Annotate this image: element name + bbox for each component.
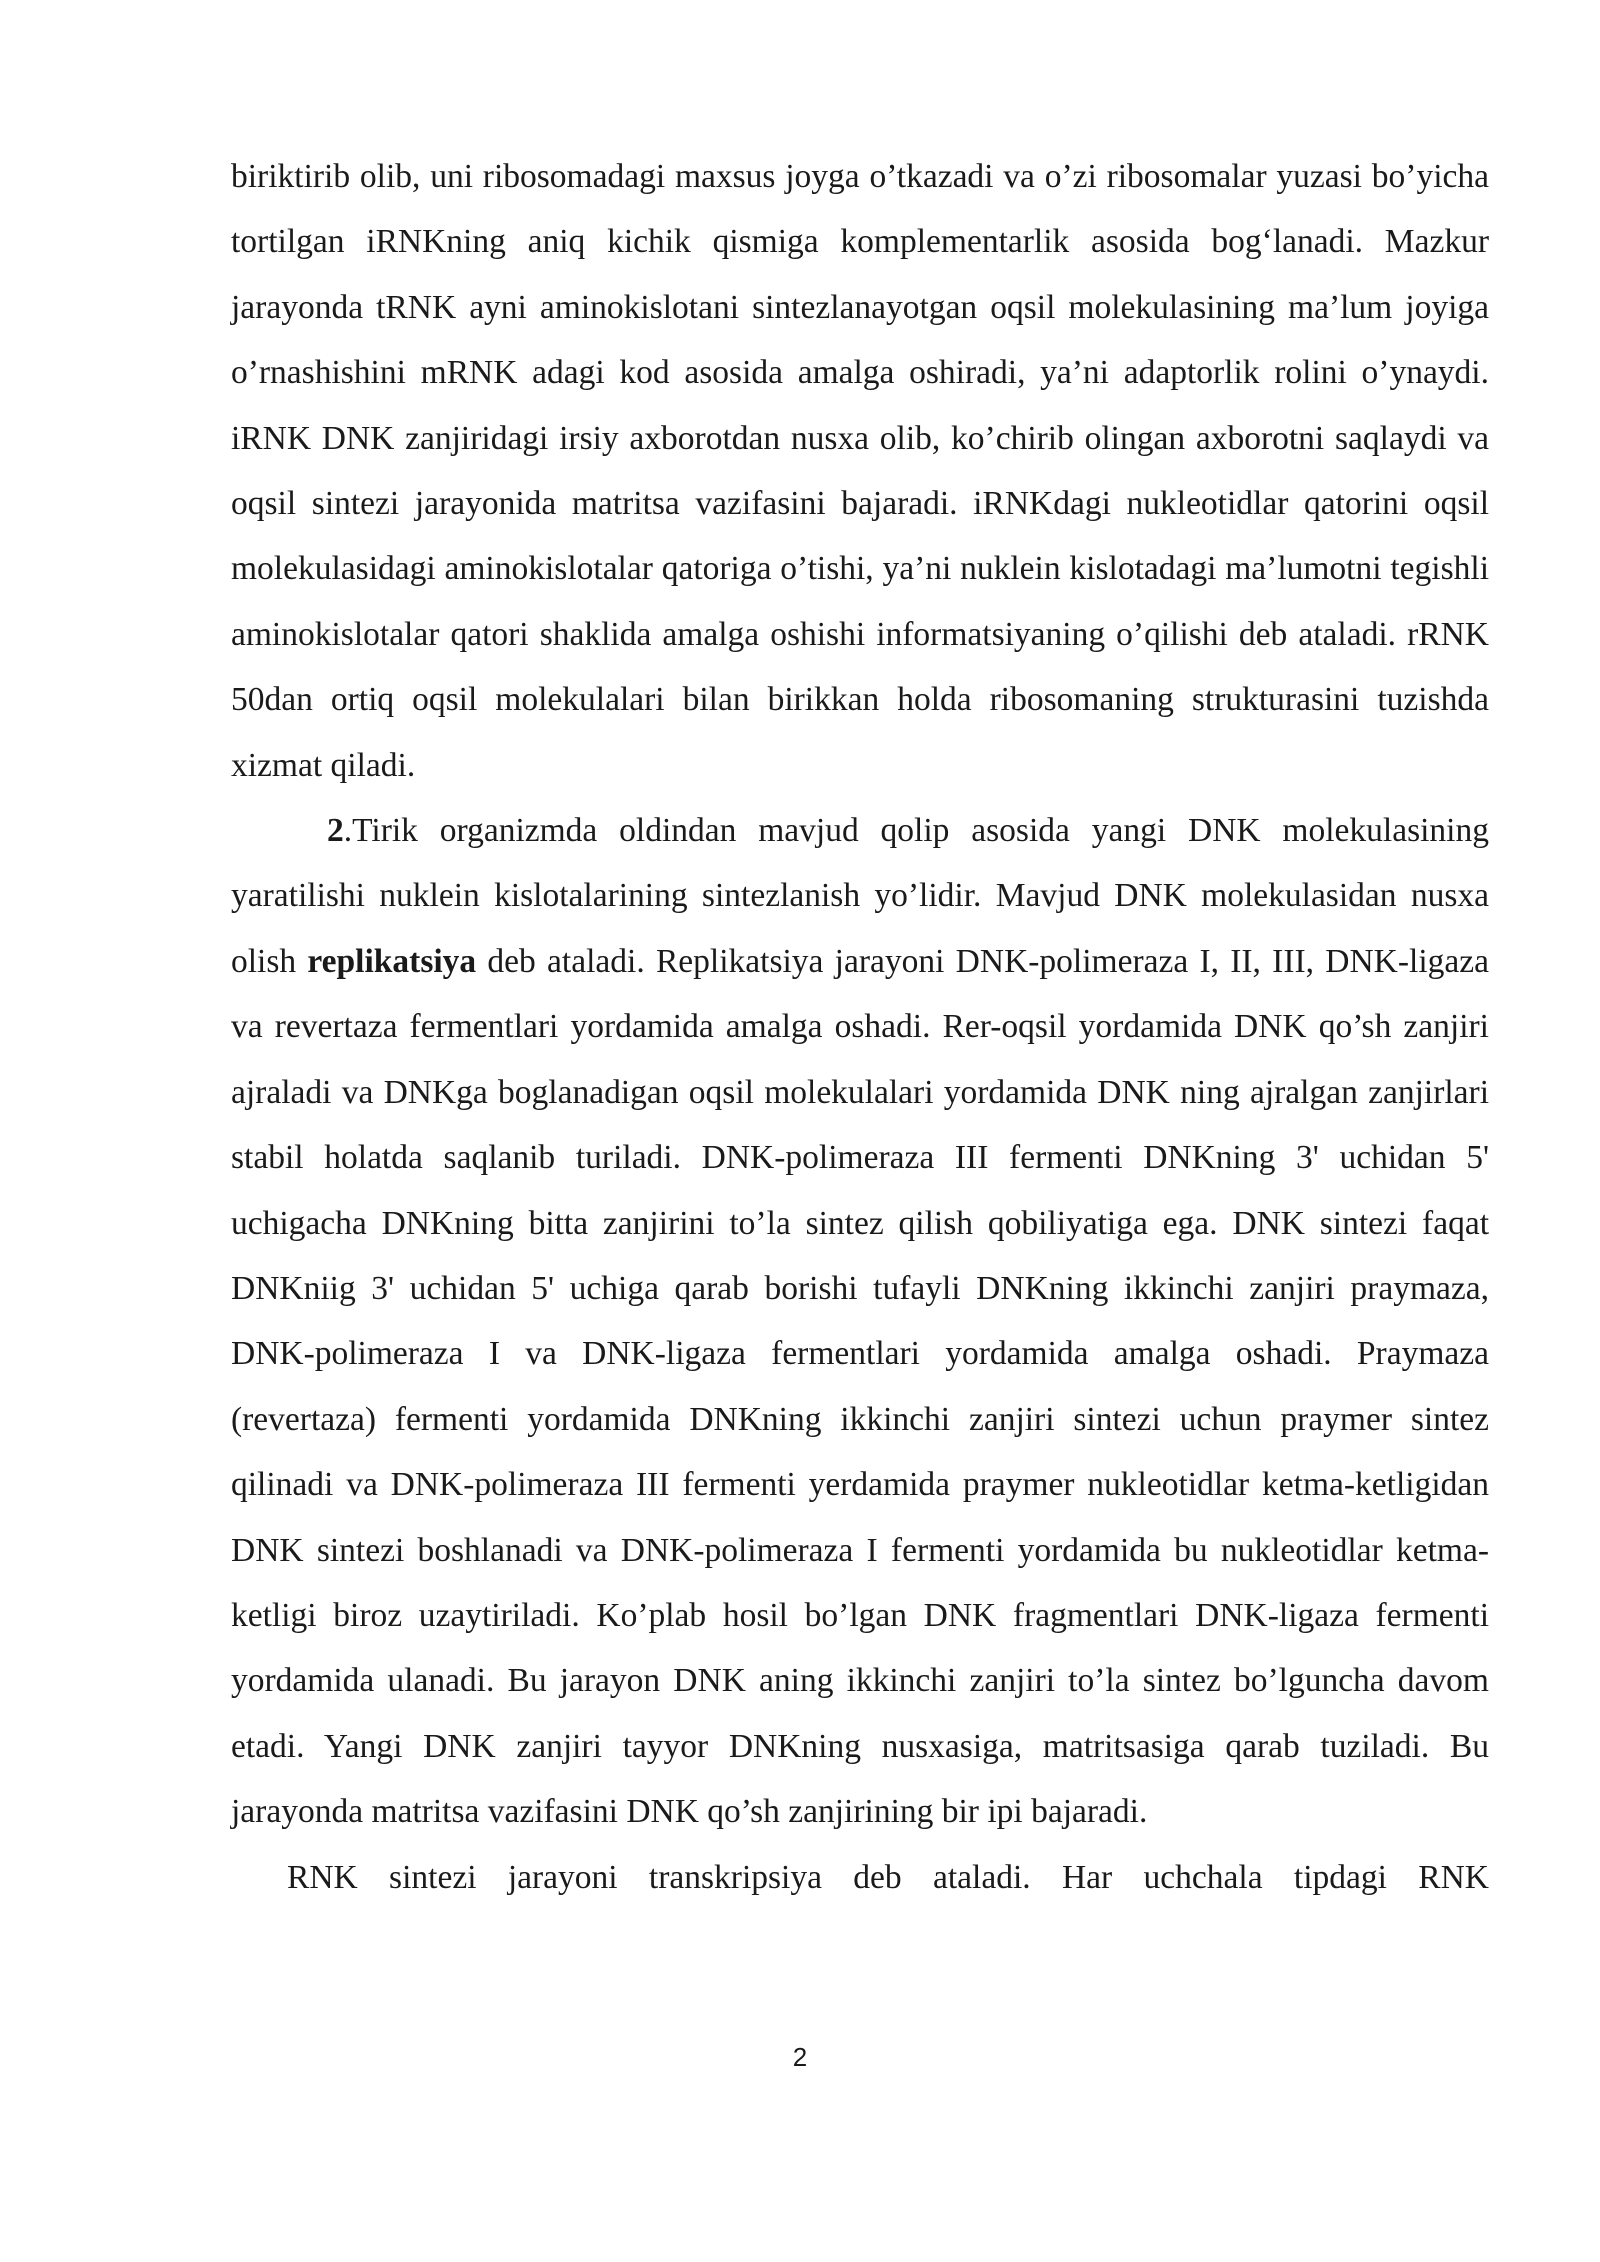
- page-number: 2: [792, 2042, 808, 2072]
- paragraph-replication: [231, 798, 1489, 1845]
- paragraph-transcription: RNK sintezi jarayoni transkripsiya deb ataladi. Har uchchala tipdagi RNK: [287, 1858, 1489, 1896]
- paragraph-text-end: deb ataladi. Replikatsiya jarayoni DNK-polimeraza I, II, III, DNK-ligaza va revertaza fermentlari yordamida amalga oshadi. Rer-oqsil yordamida DNK qo’sh zanjiri ajraladi va DNKga boglanadigan oqsil molekulalari yordamida DNK ning ajralgan zanjirlari stabil holatda saqlanib turiladi. DNK-polimeraza III fermenti DNKning 3' uchidan 5' uchigacha DNKning bitta zanjirini to’la sintez qilish qobiliyatiga ega. DNK sintezi faqat DNKniig 3' uchidan 5' uchiga qarab borishi tufayli DNKning ikkinchi zanjiri praymaza, DNK-polimeraza I va DNK-ligaza fermentlari yordamida amalga oshadi. Praymaza (revertaza) fermenti yordamida DNKning ikkinchi zanjiri sintezi uchun praymer sintez qilinadi va DNK-polimeraza III fermenti yerdamida praymer nukleotidlar ketma-ketligidan DNK sintezi boshlanadi va DNK-polimeraza I fermenti yordamida bu nukleotidlar ketma-ketligi biroz uzaytiriladi. Ko’plab hosil bo’lgan DNK fragmentlari DNK-ligaza fermenti yordamida ulanadi. Bu jarayon DNK aning ikkinchi zanjiri to’la sintez bo’lguncha davom etadi. Yangi DNK zanjiri tayyor DNKning nusxasiga, matritsasiga qarab tuziladi. Bu jarayonda matritsa vazifasini DNK qo’sh zanjirining bir ipi bajaradi.: [231, 942, 1489, 1831]
- paragraph-text-start: .Tirik organizmda oldindan mavjud qolip asosida yangi DNK molekulasining yaratilishi nuklein kislotalarining sintezlanish yo’lidir. Mavjud DNK molekulasidan nusxa olish: [231, 812, 1489, 980]
- body-text: [231, 144, 1489, 1910]
- paragraph-continued: biriktirib olib, uni ribosomadagi maxsus joyga o’tkazadi va o’zi ribosomalar yuzasi bo’yicha tortilgan iRNKning aniq kichik qismiga komplementarlik asosida bog‘lanadi. Mazkur jarayonda tRNK ayni aminokislotani sintezlanayotgan oqsil molekulasining ma’lum joyiga o’rnashishini mRNK adagi kod asosida amalga oshiradi, ya’ni adaptorlik rolini o’ynaydi. iRNK DNK zanjiridagi irsiy axborotdan nusxa olib, ko’chirib olingan axborotni saqlaydi va oqsil sintezi jarayonida matritsa vazifasini bajaradi. iRNKdagi nukleotidlar qatorini oqsil molekulasidagi aminokislotalar qatoriga o’tishi, ya’ni nuklein kislotadagi ma’lumotni tegishli aminokislotalar qatori shaklida amalga oshishi informatsiyaning o’qilishi deb ataladi. rRNK 50dan ortiq oqsil molekulalari bilan birikkan holda ribosomaning strukturasini tuzishda xizmat qiladi.: [231, 158, 1489, 784]
- section-number: 2: [327, 812, 344, 850]
- bold-term: replikatsiya: [307, 942, 477, 980]
